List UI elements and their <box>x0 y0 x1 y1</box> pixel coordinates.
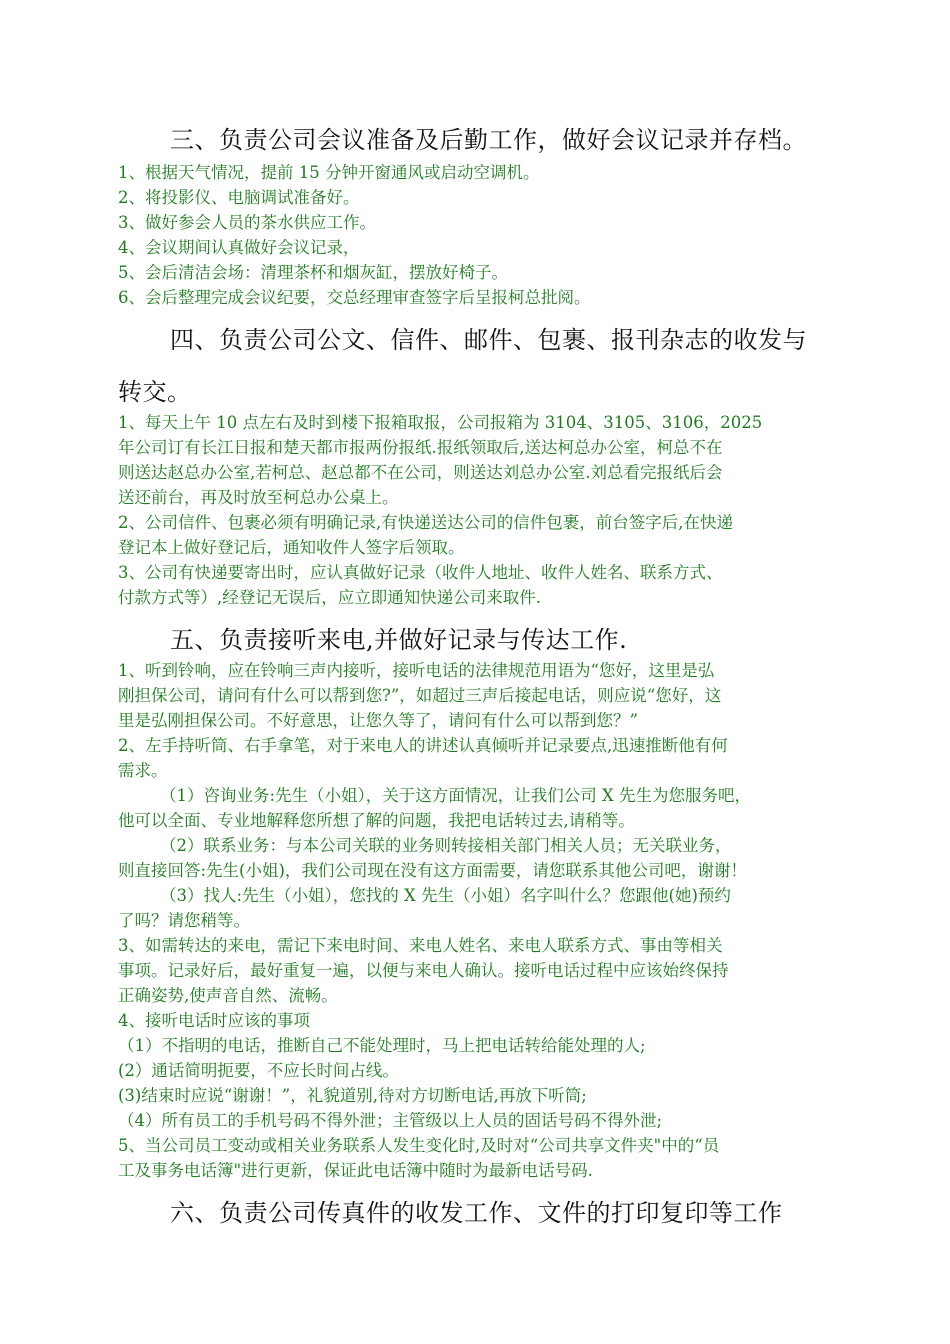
section-4-line: 年公司订有长江日报和楚天都市报两份报纸.报纸领取后,送达柯总办公室，柯总不在 <box>118 438 723 457</box>
section-5-line: 3、如需转达的来电，需记下来电时间、来电人姓名、来电人联系方式、事由等相关 <box>118 936 723 955</box>
section-5-line: 1、听到铃响，应在铃响三声内接听，接听电话的法律规范用语为“您好，这里是弘 <box>118 661 715 680</box>
section-5-heading: 五、负责接听来电,并做好记录与传达工作. <box>170 626 628 654</box>
section-5-line: 事项。记录好后，最好重复一遍，以便与来电人确认。接听电话过程中应该始终保持 <box>118 961 729 980</box>
section-5-line: 5、当公司员工变动或相关业务联系人发生变化时,及时对“公司共享文件夹"中的“员 <box>118 1136 720 1155</box>
section-3-item: 5、会后清洁会场：清理茶杯和烟灰缸，摆放好椅子。 <box>118 263 508 282</box>
section-5-line: 需求。 <box>118 761 168 780</box>
section-4-line: 付款方式等）,经登记无误后，应立即通知快递公司来取件. <box>118 588 541 607</box>
section-5-line: （2）联系业务：与本公司关联的业务则转接相关部门相关人员；无关联业务， <box>118 836 732 855</box>
section-6-heading: 六、负责公司传真件的收发工作、文件的打印复印等工作 <box>170 1199 783 1227</box>
section-4-line: 则送达赵总办公室,若柯总、赵总都不在公司，则送达刘总办公室.刘总看完报纸后会 <box>118 463 723 482</box>
section-5-line: 2、左手持听筒、右手拿笔，对于来电人的讲述认真倾听并记录要点,迅速推断他有何 <box>118 736 728 755</box>
section-5-line: （1）咨询业务:先生（小姐），关于这方面情况，让我们公司 X 先生为您服务吧， <box>118 786 752 805</box>
section-5-line: 里是弘刚担保公司。不好意思，让您久等了，请问有什么可以帮到您？” <box>118 711 638 730</box>
section-5-line: （1）不指明的电话，推断自己不能处理时，马上把电话转给能处理的人; <box>118 1036 646 1055</box>
section-4-line: 1、每天上午 10 点左右及时到楼下报箱取报，公司报箱为 3104、3105、3106，2025 <box>118 413 763 432</box>
section-5-line: （4）所有员工的手机号码不得外泄；主管级以上人员的固话号码不得外泄; <box>118 1111 663 1130</box>
section-5-line: 4、接听电话时应该的事项 <box>118 1011 310 1030</box>
section-4-heading-continued: 转交。 <box>118 378 192 406</box>
section-4-line: 2、公司信件、包裹必须有明确记录,有快递送达公司的信件包裹，前台签字后,在快递 <box>118 513 733 532</box>
section-3-item: 6、会后整理完成会议纪要，交总经理审查签字后呈报柯总批阅。 <box>118 288 591 307</box>
section-5-line: (2）通话简明扼要，不应长时间占线。 <box>118 1061 399 1080</box>
section-3-item: 1、根据天气情况，提前 15 分钟开窗通风或启动空调机。 <box>118 163 540 182</box>
section-5-line: (3)结束时应说“谢谢！”，礼貌道别,待对方切断电话,再放下听筒; <box>118 1086 587 1105</box>
section-4-heading: 四、负责公司公文、信件、邮件、包裹、报刊杂志的收发与 <box>170 326 807 354</box>
section-5-line: 工及事务电话簿"进行更新，保证此电话簿中随时为最新电话号码. <box>118 1161 593 1180</box>
section-4-line: 登记本上做好登记后，通知收件人签字后领取。 <box>118 538 465 557</box>
section-5-line: （3）找人:先生（小姐），您找的 X 先生（小姐）名字叫什么？您跟他(她)预约 <box>118 886 731 905</box>
section-5-line: 则直接回答:先生(小姐)，我们公司现在没有这方面需要，请您联系其他公司吧，谢谢！ <box>118 861 747 880</box>
section-3-item: 2、将投影仪、电脑调试准备好。 <box>118 188 360 207</box>
section-3-item: 3、做好参会人员的茶水供应工作。 <box>118 213 376 232</box>
section-4-line: 3、公司有快递要寄出时，应认真做好记录（收件人地址、收件人姓名、联系方式、 <box>118 563 723 582</box>
section-5-line: 刚担保公司，请问有什么可以帮到您?”，如超过三声后接起电话，则应说“您好，这 <box>118 686 722 705</box>
section-3-item: 4、会议期间认真做好会议记录， <box>118 238 360 257</box>
section-5-line: 正确姿势,使声音自然、流畅。 <box>118 986 338 1005</box>
section-5-line: 他可以全面、专业地解释您所想了解的问题，我把电话转过去,请稍等。 <box>118 811 635 830</box>
section-3-heading: 三、负责公司会议准备及后勤工作，做好会议记录并存档。 <box>170 126 807 154</box>
section-4-line: 送还前台，再及时放至柯总办公桌上。 <box>118 488 399 507</box>
section-5-line: 了吗？请您稍等。 <box>118 911 250 930</box>
